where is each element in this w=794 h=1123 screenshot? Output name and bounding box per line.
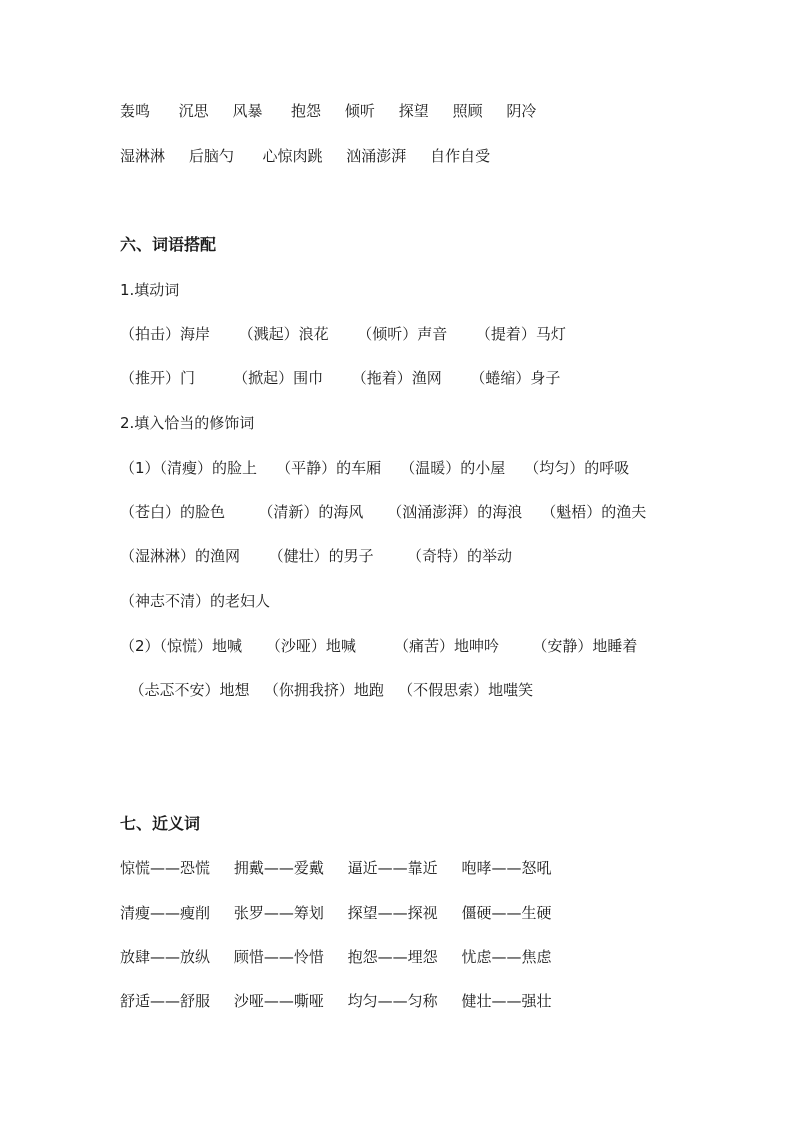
- vocab-row-2: 湿淋淋 后脑勺 心惊肉跳 汹涌澎湃 自作自受: [120, 147, 491, 165]
- vocab-row-1: 轰鸣 沉思 风暴 抱怨 倾听 探望 照顾 阴冷: [120, 102, 537, 120]
- synonym-row-4: 舒适——舒服 沙哑——嘶哑 均匀——匀称 健壮——强壮: [120, 992, 552, 1010]
- verb-row-2: （推开）门 （掀起）围巾 （拖着）渔网 （蜷缩）身子: [120, 369, 561, 387]
- verb-row-1: （拍击）海岸 （溅起）浪花 （倾听）声音 （提着）马灯: [120, 325, 566, 343]
- synonym-row-2: 清瘦——瘦削 张罗——筹划 探望——探视 僵硬——生硬: [120, 904, 552, 922]
- section-7-title: 七、近义词: [120, 814, 201, 833]
- modifier-row-3: （湿淋淋）的渔网 （健壮）的男子 （奇特）的举动: [120, 547, 512, 565]
- modifier-row-4: （神志不清）的老妇人: [120, 592, 271, 610]
- synonym-row-1: 惊慌——恐慌 拥戴——爱戴 逼近——靠近 咆哮——怒吼: [120, 859, 552, 877]
- section-6-title: 六、词语搭配: [120, 235, 217, 254]
- section-6-subtitle-1: 1.填动词: [120, 281, 180, 299]
- section-6-subtitle-2: 2.填入恰当的修饰词: [120, 414, 255, 432]
- modifier-row-5: （2）（惊慌）地喊 （沙哑）地喊 （痛苦）地呻吟 （安静）地睡着: [120, 637, 638, 655]
- modifier-row-6: （忐忑不安）地想 （你拥我挤）地跑 （不假思索）地嗤笑: [120, 681, 534, 699]
- synonym-row-3: 放肆——放纵 顾惜——怜惜 抱怨——埋怨 忧虑——焦虑: [120, 948, 552, 966]
- modifier-row-2: （苍白）的脸色 （清新）的海风 （汹涌澎湃）的海浪 （魁梧）的渔夫: [120, 503, 647, 521]
- modifier-row-1: （1）（清瘦）的脸上 （平静）的车厢 （温暖）的小屋 （均匀）的呼吸: [120, 459, 630, 477]
